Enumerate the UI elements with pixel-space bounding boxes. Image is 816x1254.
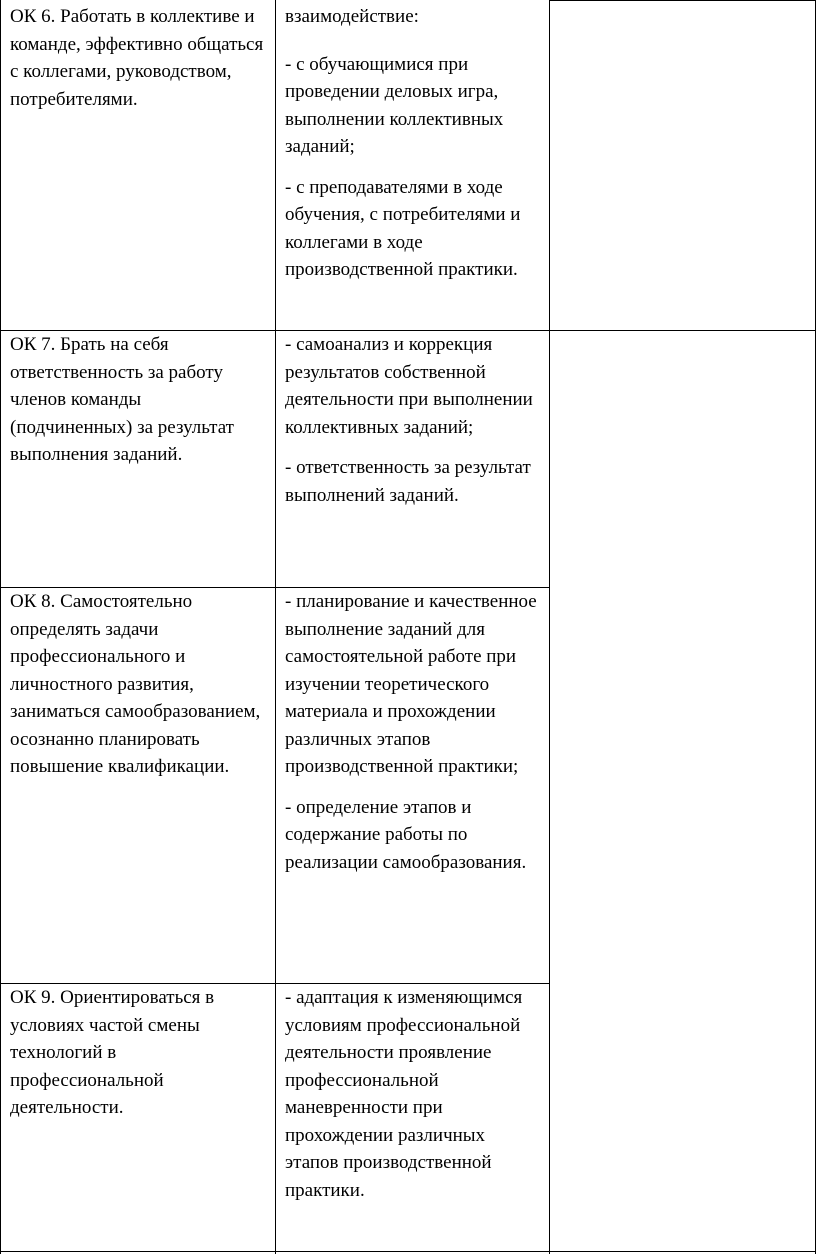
column-divider-2 (549, 0, 550, 1254)
competency-cell: ОК 6. Работать в коллективе и команде, эффективно общаться с коллегами, руководством, потребителями. (10, 6, 264, 110)
indicator-text: - самоанализ и коррекция результатов собственной деятельности при выполнении коллективных заданий; (285, 334, 533, 438)
indicator-text: - определение этапов и содержание работы по реализации самообразования. (285, 796, 527, 873)
indicator-text: - адаптация к изменяющимся условиям профессиональной деятельности проявление профессиональной маневренности при прохождении различных этапов производственной практики. (285, 987, 523, 1201)
column-divider-1 (275, 0, 276, 1254)
indicator-text: - с обучающимися при проведении деловых игра, выполнении коллективных заданий; (285, 53, 504, 157)
table-row (10, 588, 268, 781)
table-row (10, 984, 268, 1122)
indicator-cell (285, 984, 543, 1204)
competency-cell: ОК 7. Брать на себя ответственность за работу членов команды (подчиненных) за результат выполнения заданий. (10, 334, 234, 465)
indicator-text: - планирование и качественное выполнение заданий для самостоятельной работе при изучении теоретического материала и прохождении различных этапов производственной практики; (285, 591, 537, 777)
indicator-text: взаимодействие: (285, 6, 419, 27)
indicator-cell (285, 588, 543, 876)
indicator-text: - ответственность за результат выполнений заданий. (285, 457, 531, 506)
indicator-text: - с преподавателями в ходе обучения, с потребителями и коллегами в ходе производственной практики. (285, 176, 521, 280)
table-border-top (549, 0, 816, 1)
indicator-cell (285, 331, 543, 509)
table-row (10, 3, 268, 113)
table-row (10, 331, 268, 469)
table-border-bottom (0, 1251, 816, 1252)
table-border-left (0, 0, 1, 1254)
competency-cell: ОК 8. Самостоятельно определять задачи профессионального и личностного развития, заниматься самообразованием, осознанно планировать повышение квалификации. (10, 591, 261, 777)
indicator-cell (285, 3, 543, 284)
competency-cell: ОК 9. Ориентироваться в условиях частой смены технологий в профессиональной деятельности. (10, 987, 215, 1118)
